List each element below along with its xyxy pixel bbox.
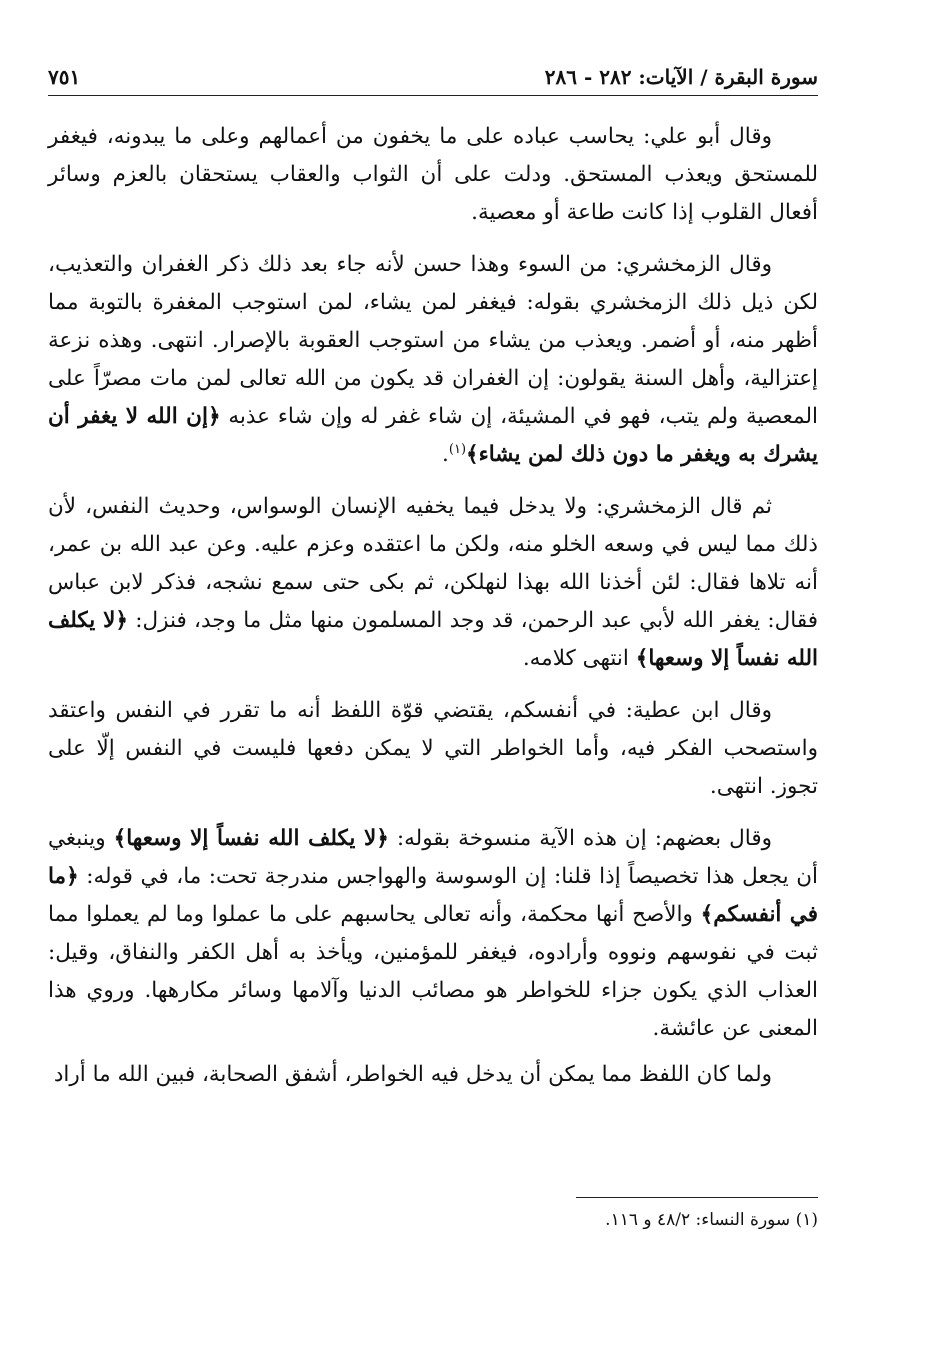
paragraph-text: . bbox=[442, 442, 449, 467]
page-header bbox=[48, 60, 818, 96]
paragraph-zamakhshari-1 bbox=[48, 246, 818, 474]
paragraph-some-scholars bbox=[48, 820, 818, 1048]
paragraph-text: وقال بعضهم: إن هذه الآية منسوخة بقوله: bbox=[396, 826, 772, 851]
quran-quote: ﴿لا يكلف الله نفساً إلا وسعها﴾ bbox=[113, 826, 389, 851]
footnote-text: (١) سورة النساء: ٤٨/٢ و ١١٦. bbox=[605, 1210, 818, 1230]
paragraph-text: وينبغي أن يجعل هذا تخصيصاً إذا قلنا: إن الوسوسة والهواجس مندرجة تحت: ما، في قوله: bbox=[48, 826, 818, 889]
running-title: سورة البقرة / الآيات: ٢٨٢ - ٢٨٦ bbox=[544, 65, 818, 89]
footnote bbox=[48, 1207, 818, 1233]
paragraph-zamakhshari-2 bbox=[48, 488, 818, 678]
paragraph-ibn-atiyya bbox=[48, 692, 818, 806]
page-number: ٧٥١ bbox=[48, 65, 81, 89]
paragraph-abu-ali bbox=[48, 118, 818, 232]
quran-quote: ﴿لا يكلف الله نفساً إلا وسعها﴾ bbox=[48, 608, 818, 671]
paragraph-text: والأصح أنها محكمة، وأنه تعالى يحاسبهم على ما عملوا وما لم يعملوا مما ثبت في نفوسهم ونووه وأرادوه، فيغفر للمؤمنين، ويأخذ به أهل الكفر والنفاق، وقيل: العذاب الذي يكون جزاء للخواطر هو مصائب الدنيا وآلامها وسائر مكارهها. وروي هذا المعنى عن عائشة. bbox=[48, 902, 818, 1041]
paragraph-text: وقال ابن عطية: في أنفسكم، يقتضي قوّة اللفظ أنه ما تقرر في النفس واعتقد واستصحب الفكر فيه، وأما الخواطر التي لا يمكن دفعها فليست في النفس إلّا على تجوز. انتهى. bbox=[48, 698, 818, 799]
paragraph-text: وقال الزمخشري: من السوء وهذا حسن لأنه جاء بعد ذلك ذكر الغفران والتعذيب، لكن ذيل ذلك الزمخشري بقوله: فيغفر لمن يشاء، لمن استوجب المغفرة بالتوبة مما أظهر منه، أو أضمر. ويعذب من يشاء من استوجب العقوبة بالإصرار. انتهى. وهذه نزعة إعتزالية، وأهل السنة يقولون: إن الغفران قد يكون من الله تعالى لمن مات مصرّاً على المعصية ولم يتب، فهو في المشيئة، إن شاء غفر له وإن شاء عذبه bbox=[48, 252, 818, 429]
quran-quote: ﴿إن الله لا يغفر أن يشرك به ويغفر ما دون ذلك لمن يشاء﴾ bbox=[48, 404, 818, 467]
quran-quote: ﴿ما في أنفسكم﴾ bbox=[48, 864, 818, 927]
body-text bbox=[48, 118, 818, 1108]
paragraph-text: ولما كان اللفظ مما يمكن أن يدخل فيه الخواطر، أشفق الصحابة، فبين الله ما أراد bbox=[53, 1062, 772, 1087]
footnote-reference[interactable]: (١) bbox=[448, 441, 467, 457]
paragraph-closing bbox=[48, 1056, 818, 1094]
footnote-divider bbox=[576, 1197, 818, 1198]
paragraph-text: انتهى كلامه. bbox=[522, 646, 629, 671]
paragraph-text: وقال أبو علي: يحاسب عباده على ما يخفون من أعمالهم وعلى ما يبدونه، فيغفر للمستحق ويعذب المستحق. ودلت على أن الثواب والعقاب يستحقان بالعزم وسائر أفعال القلوب إذا كانت طاعة أو معصية. bbox=[48, 124, 818, 225]
paragraph-text: ثم قال الزمخشري: ولا يدخل فيما يخفيه الإنسان الوسواس، وحديث النفس، لأن ذلك مما ليس في وسعه الخلو منه، ولكن ما اعتقده وعزم عليه. وعن عبد الله بن عمر، أنه تلاها فقال: لئن أخذنا الله بهذا لنهلكن، ثم بكى حتى سمع نشجه، فذكر لابن عباس فقال: يغفر الله لأبي عبد الرحمن، قد وجد المسلمون منها مثل ما وجد، فنزل: bbox=[48, 494, 818, 633]
